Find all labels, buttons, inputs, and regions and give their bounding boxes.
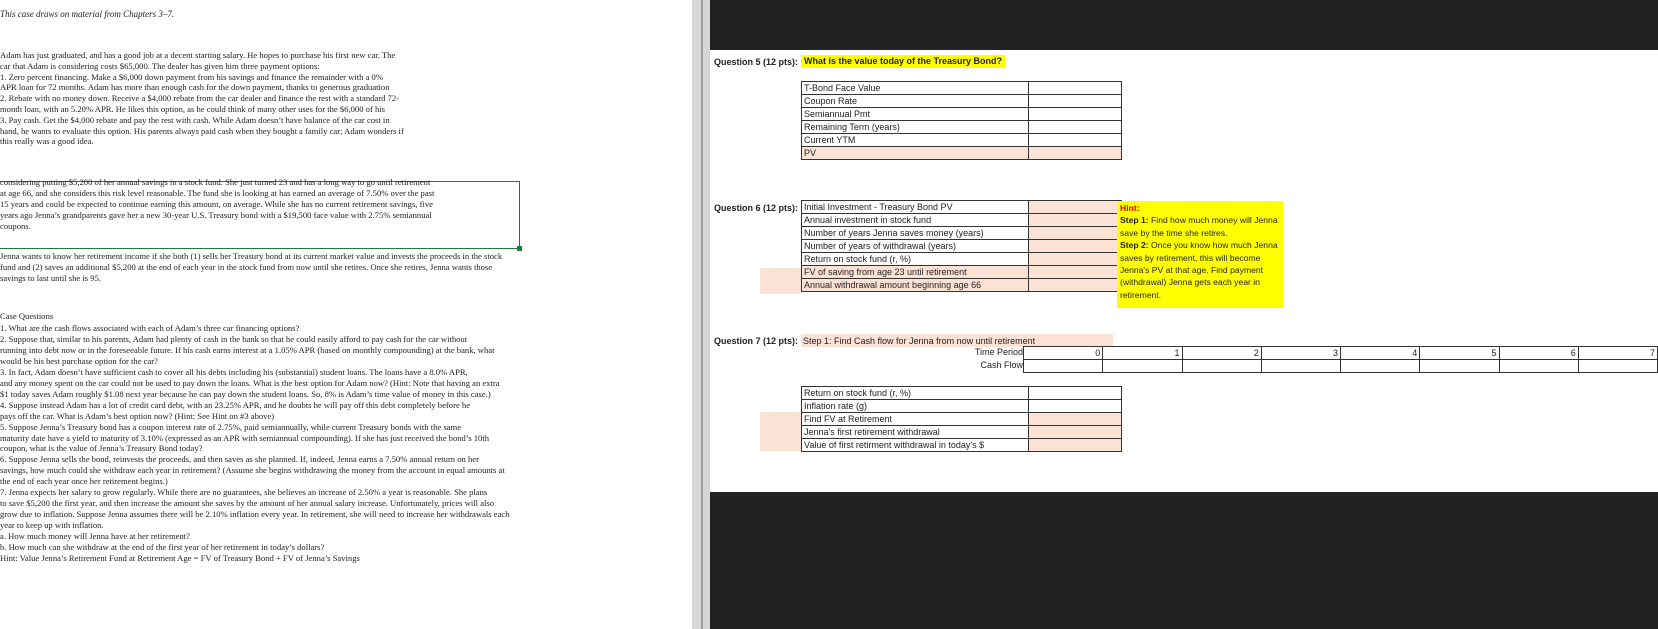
intro-line: APR loan for 72 months. Adam has more than enough cash for the down payment, thanks to generous graduation bbox=[0, 82, 390, 93]
spreadsheet-top-dark-area bbox=[752, 0, 1658, 50]
splitter-line bbox=[701, 0, 703, 629]
time-period-cell[interactable]: 2 bbox=[1182, 347, 1261, 360]
q7-cash-flow-label: Cash Flow bbox=[980, 360, 1023, 370]
value-cell[interactable] bbox=[1029, 253, 1122, 266]
table-row bbox=[802, 439, 1122, 452]
hint-step1 bbox=[1120, 214, 1280, 239]
row-label[interactable]: Initial Investment - Treasury Bond PV bbox=[802, 201, 1029, 214]
table-row bbox=[802, 214, 1122, 227]
document-header: This case draws on material from Chapters 3–7. bbox=[0, 9, 175, 19]
case-question-line: coupon, what is the value of Jenna’s Treasury Bond today? bbox=[0, 443, 203, 454]
spreadsheet-top-dark-area-left bbox=[710, 0, 752, 50]
row-label[interactable]: Return on stock fund (r, %) bbox=[802, 387, 1029, 400]
value-cell[interactable] bbox=[1029, 121, 1122, 134]
time-period-cell[interactable]: 6 bbox=[1499, 347, 1578, 360]
q6-label: Question 6 (12 pts): bbox=[714, 203, 799, 213]
pane-splitter[interactable] bbox=[692, 0, 710, 629]
case-question-line: b. How much can she withdraw at the end of the first year of her retirement in today’s dollars? bbox=[0, 542, 325, 552]
value-cell[interactable] bbox=[1029, 201, 1122, 214]
case-question-line: 5. Suppose Jenna’s Treasury bond has a coupon interest rate of 2.75%, paid semiannually, while current Treasury bonds with the same bbox=[0, 421, 462, 432]
value-cell[interactable] bbox=[1029, 108, 1122, 121]
row-label[interactable]: Remaining Term (years) bbox=[802, 121, 1029, 134]
cash-flow-cell[interactable] bbox=[1182, 360, 1261, 373]
case-question-line: $1 today saves Adam roughly $1.08 next year because he can pay down the student loans. So, 8% is Adam’s time value of money in this case.) bbox=[0, 388, 491, 399]
q7-step-band bbox=[760, 412, 801, 451]
value-cell[interactable] bbox=[1029, 279, 1122, 292]
case-questions-title: Case Questions bbox=[0, 311, 54, 321]
value-cell[interactable] bbox=[1029, 82, 1122, 95]
intro-line: Adam has just graduated, and has a good job at a decent starting salary. He hopes to purchase his first new car. The bbox=[0, 50, 396, 60]
table-row bbox=[802, 426, 1122, 439]
table-row bbox=[802, 134, 1122, 147]
box-line: at age 66, and she considers this risk level reasonable. The fund she is looking at has earned an average of 7.50% over the past bbox=[0, 187, 435, 198]
table-row bbox=[802, 400, 1122, 413]
jenna-line: fund and (2) saves an additional $5,200 at the end of each year in the stock fund from now until she retires. Once she retires, Jenna wants those bbox=[0, 261, 493, 272]
time-period-cell[interactable]: 3 bbox=[1261, 347, 1340, 360]
hint-step1-text: Find how much money will Jenna save by the time she retires. bbox=[1120, 215, 1278, 238]
intro-line: hand, he wants to evaluate this option. His parents always paid cash when they bought a family car; Adam wonders if bbox=[0, 125, 404, 136]
intro-line: 3. Pay cash. Get the $4,000 rebate and pay the rest with cash. While Adam doesn’t have balance of the car cost in bbox=[0, 114, 390, 125]
table-row bbox=[802, 201, 1122, 214]
jenna-line: savings to last until she is 95. bbox=[0, 272, 101, 283]
box-line: 15 years and could be expected to continue earning this amount, on average. While she has no current retirement savings, five bbox=[0, 198, 433, 209]
case-question-line: Hint: Value Jenna’s Retirement Fund at Retirement Age = FV of Treasury Bond + FV of Jenna’s Savings bbox=[0, 552, 360, 563]
row-label[interactable]: Value of first retirment withdrawal in today's $ bbox=[802, 439, 1029, 452]
intro-line: 1. Zero percent financing. Make a $6,000 down payment from his savings and finance the remainder with a 0% bbox=[0, 71, 384, 82]
box-line: years ago Jenna’s grandparents gave her a new 30-year U.S. Treasury bond with a $19,500 face value with 2.75% semiannual bbox=[0, 209, 432, 220]
q7-period-table[interactable] bbox=[1023, 346, 1658, 373]
cash-flow-cell[interactable] bbox=[1341, 360, 1420, 373]
q7-time-period-label: Time Period bbox=[974, 347, 1023, 357]
table-row bbox=[802, 266, 1122, 279]
case-question-line: to save $5,200 the first year, and then increase the amount she saves by the amount of her annual salary increase. Unfortunately, prices will also bbox=[0, 498, 495, 509]
row-label[interactable]: Current YTM bbox=[802, 134, 1029, 147]
table-row bbox=[802, 147, 1122, 160]
case-question-line: year to keep up with inflation. bbox=[0, 520, 104, 531]
intro-line: month loan, with an 5.20% APR. He likes this option, as he could think of many other uses for the $6,000 of his bbox=[0, 104, 386, 114]
cash-flow-cell[interactable] bbox=[1420, 360, 1499, 373]
row-label[interactable]: Number of years Jenna saves money (years) bbox=[802, 227, 1029, 240]
row-label[interactable]: FV of saving from age 23 until retirement bbox=[802, 266, 1029, 279]
case-question-line: savings, how much could she withdraw each year in retirement? (Assume she begins withdrawing the money from the account in equal amounts at bbox=[0, 465, 505, 476]
spreadsheet-bottom-dark-area bbox=[710, 492, 1658, 629]
row-label[interactable]: Coupon Rate bbox=[802, 95, 1029, 108]
q5-table[interactable] bbox=[801, 81, 1122, 160]
case-question-line: a. How much money will Jenna have at her retirement? bbox=[0, 531, 190, 542]
table-row bbox=[802, 240, 1122, 253]
row-label[interactable]: Annual withdrawal amount beginning age 66 bbox=[802, 279, 1029, 292]
table-row bbox=[802, 82, 1122, 95]
time-period-cell[interactable]: 1 bbox=[1103, 347, 1182, 360]
resize-handle[interactable] bbox=[517, 246, 522, 251]
case-question-line: would be his best purchase option for the car? bbox=[0, 355, 158, 366]
q7-table[interactable] bbox=[801, 386, 1122, 452]
cash-flow-cell[interactable] bbox=[1261, 360, 1340, 373]
intro-line: car that Adam is considering costs $65,000. The dealer has given him three payment options: bbox=[0, 60, 320, 71]
case-question-line: pays off the car. What is Adam’s best option now? (Hint: See Hint on #3 above) bbox=[0, 410, 275, 421]
table-row bbox=[802, 227, 1122, 240]
case-question-line: and any money spent on the car could not be used to pay down the loans. What is the best option for Adam now? (Hint: Note that having an extra bbox=[0, 377, 500, 388]
case-question-line: 4. Suppose instead Adam has a lot of credit card debt, with an 23.25% APR, and he doubts he will pay off this debt completely before he bbox=[0, 399, 471, 410]
value-cell[interactable] bbox=[1029, 227, 1122, 240]
value-cell[interactable] bbox=[1029, 439, 1122, 452]
value-cell[interactable] bbox=[1029, 426, 1122, 439]
q7-step1-title: Step 1: Find Cash flow for Jenna from now until retirement bbox=[803, 336, 1036, 346]
cash-flow-row bbox=[1024, 360, 1658, 373]
row-label[interactable]: Return on stock fund (r, %) bbox=[802, 253, 1029, 266]
value-cell[interactable] bbox=[1029, 413, 1122, 426]
q5-title: What is the value today of the Treasury Bond? bbox=[801, 55, 1005, 68]
time-period-cell[interactable]: 4 bbox=[1341, 347, 1420, 360]
table-row bbox=[802, 279, 1122, 292]
document-pane[interactable] bbox=[0, 0, 692, 629]
hint-box bbox=[1117, 201, 1283, 308]
case-question-line: grow due to inflation. Suppose Jenna assumes there will be 2.10% inflation every year. In retirement, she will need to increase her withdrawals each bbox=[0, 509, 510, 520]
value-cell[interactable] bbox=[1029, 134, 1122, 147]
value-cell[interactable] bbox=[1029, 147, 1122, 160]
case-question-line: maturity date have a yield to maturity of 3.10% (expressed as an APR with semiannual compounding). If she has just received the bond’s 10th bbox=[0, 432, 490, 443]
table-row bbox=[802, 95, 1122, 108]
hint-step2 bbox=[1120, 239, 1280, 301]
case-question-line: the end of each year once her retirement begins.) bbox=[0, 476, 168, 487]
table-row bbox=[802, 108, 1122, 121]
value-cell[interactable] bbox=[1029, 95, 1122, 108]
hint-step2-text: Once you know how much Jenna saves by retirement, this will become Jenna's PV at that age. Find payment (withdrawal) Jenna gets each year in retirement. bbox=[1120, 240, 1278, 300]
q6-table[interactable] bbox=[801, 200, 1122, 292]
case-question-line: 2. Suppose that, similar to his parents, Adam had plenty of cash in the bank so that he could easily afford to pay cash for the car without bbox=[0, 333, 468, 344]
row-label[interactable]: Jenna's first retirement withdrawal bbox=[802, 426, 1029, 439]
case-question-line: 3. In fact, Adam doesn’t have sufficient cash to cover all his debts including his (substantial) student loans. The loans have a 8.0% APR, bbox=[0, 366, 468, 377]
cash-flow-cell[interactable] bbox=[1499, 360, 1578, 373]
value-cell[interactable] bbox=[1029, 240, 1122, 253]
row-label[interactable]: Find FV at Retirement bbox=[802, 413, 1029, 426]
q6-step-band bbox=[760, 268, 801, 294]
jenna-line: Jenna wants to know her retirement income if she both (1) sells her Treasury bond at its current market value and invests the proceeds in the stock bbox=[0, 251, 503, 261]
hint-step1-label: Step 1: bbox=[1120, 215, 1149, 226]
case-question-line: 7. Jenna expects her salary to grow regularly. While there are no guarantees, she believes an increase of 2.50% a year is reasonable. She plans bbox=[0, 487, 488, 498]
q7-label: Question 7 (12 pts): bbox=[714, 336, 799, 346]
table-row bbox=[802, 253, 1122, 266]
time-period-row bbox=[1024, 347, 1658, 360]
hint-step2-label: Step 2: bbox=[1120, 240, 1149, 251]
box-line: considering putting $5,200 of her annual savings in a stock fund. She just turned 23 and has a long way to go until retirement bbox=[0, 177, 431, 187]
time-period-cell[interactable]: 7 bbox=[1578, 347, 1657, 360]
case-question-line: running into debt now or in the foreseeable future. If his cash earns interest at a 1.05% APR (based on monthly compounding) at the bank, what bbox=[0, 344, 495, 355]
hint-title: Hint: bbox=[1120, 203, 1140, 213]
time-period-cell[interactable]: 0 bbox=[1024, 347, 1103, 360]
table-row bbox=[802, 413, 1122, 426]
box-line: coupons. bbox=[0, 220, 31, 231]
value-cell[interactable] bbox=[1029, 266, 1122, 279]
case-question-line: 1. What are the cash flows associated with each of Adam’s three car financing options? bbox=[0, 323, 300, 333]
intro-line: this really was a good idea. bbox=[0, 136, 94, 147]
cash-flow-cell[interactable] bbox=[1103, 360, 1182, 373]
table-row bbox=[802, 387, 1122, 400]
value-cell[interactable] bbox=[1029, 387, 1122, 400]
row-label[interactable]: Inflation rate (g) bbox=[802, 400, 1029, 413]
cash-flow-cell[interactable] bbox=[1578, 360, 1657, 373]
case-question-line: 6. Suppose Jenna sells the bond, reinvests the proceeds, and then saves as she planned. If, indeed, Jenna earns a 7.50% annual return on her bbox=[0, 454, 479, 465]
row-label[interactable]: Number of years of withdrawal (years) bbox=[802, 240, 1029, 253]
row-label[interactable]: Semiannual Pmt bbox=[802, 108, 1029, 121]
q5-label: Question 5 (12 pts): bbox=[714, 57, 799, 67]
intro-line: 2. Rebate with no money down. Receive a $4,000 rebate from the car dealer and finance the rest with a standard 72- bbox=[0, 93, 399, 104]
time-period-cell[interactable]: 5 bbox=[1420, 347, 1499, 360]
table-row bbox=[802, 121, 1122, 134]
value-cell[interactable] bbox=[1029, 400, 1122, 413]
value-cell[interactable] bbox=[1029, 214, 1122, 227]
row-label[interactable]: T-Bond Face Value bbox=[802, 82, 1029, 95]
cash-flow-cell[interactable] bbox=[1024, 360, 1103, 373]
row-label[interactable]: PV bbox=[802, 147, 1029, 160]
row-label[interactable]: Annual investment in stock fund bbox=[802, 214, 1029, 227]
